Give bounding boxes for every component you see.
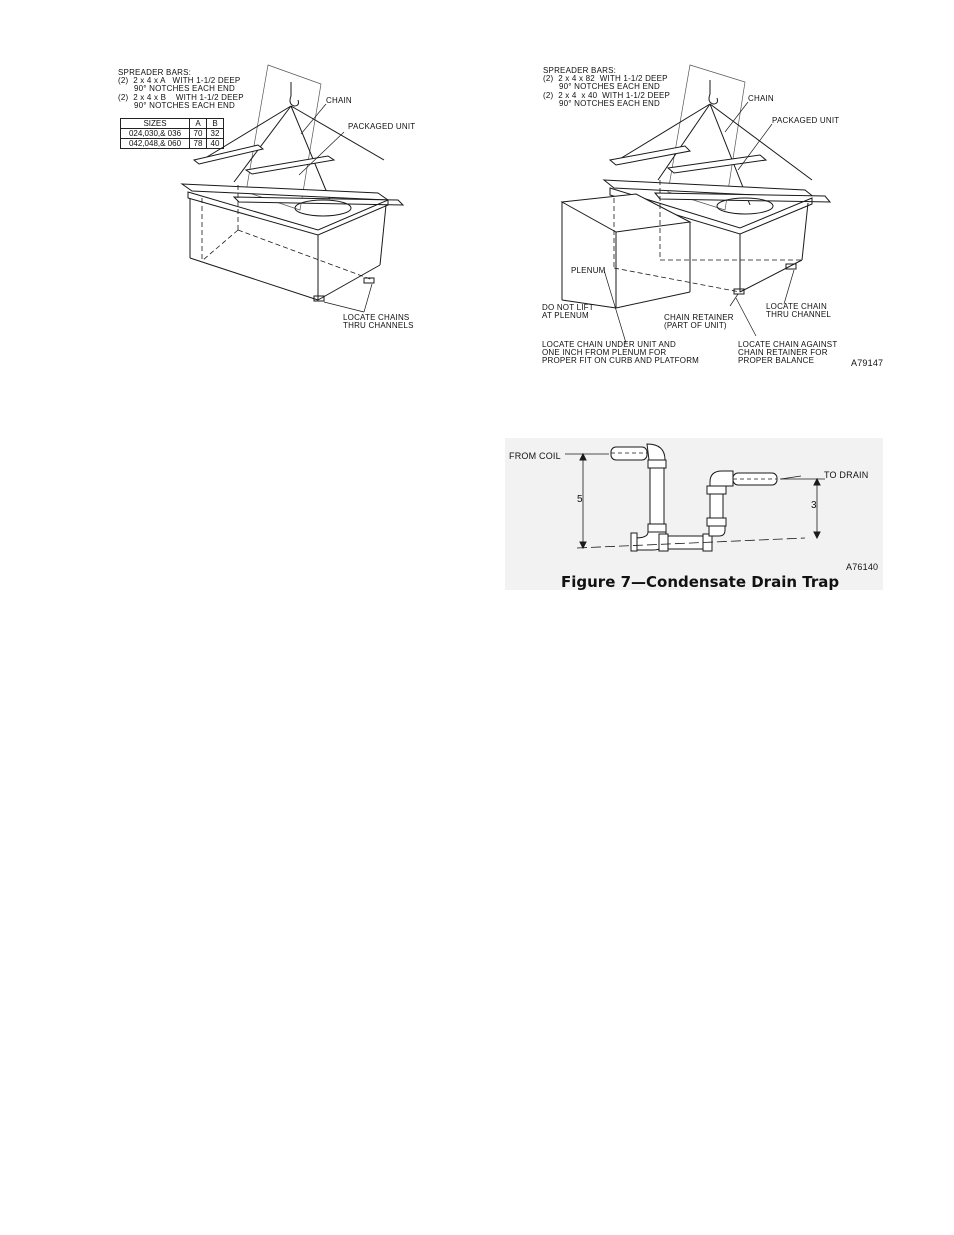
- table-cell: 32: [207, 129, 224, 139]
- table-header-cell: A: [190, 119, 207, 129]
- spreader-bars-line-3: (2) 2 x 4 x B WITH 1-1/2 DEEP: [118, 93, 244, 102]
- spreader-bars-title: SPREADER BARS:: [118, 68, 192, 77]
- spreader-bars-line-3: (2) 2 x 4 x 40 WITH 1-1/2 DEEP: [543, 91, 671, 100]
- do-not-lift-line-1: DO NOT LIFT: [542, 303, 594, 312]
- locate-against-line-1: LOCATE CHAIN AGAINST: [738, 340, 838, 349]
- table-cell: 70: [190, 129, 207, 139]
- to-drain-label: TO DRAIN: [824, 470, 869, 480]
- do-not-lift-line-2: AT PLENUM: [542, 311, 589, 320]
- table-cell: 024,030,& 036: [121, 129, 190, 139]
- spreader-bars-line-1: (2) 2 x 4 x 82 WITH 1-1/2 DEEP: [543, 74, 668, 83]
- figure-caption: Figure 7—Condensate Drain Trap: [561, 573, 840, 591]
- drain-trap-diagram: [505, 438, 885, 598]
- locate-under-line-3: PROPER FIT ON CURB AND PLATFORM: [542, 356, 700, 365]
- locate-under-line-2: ONE INCH FROM PLENUM FOR: [542, 348, 667, 357]
- locate-chain-channel-line-1: LOCATE CHAIN: [766, 302, 827, 311]
- spreader-bars-title: SPREADER BARS:: [543, 66, 617, 75]
- table-header-row: [121, 119, 224, 129]
- spreader-bars-line-4: 90° NOTCHES EACH END: [559, 99, 660, 108]
- table-header-cell: SIZES: [121, 119, 190, 129]
- locate-under-line-1: LOCATE CHAIN UNDER UNIT AND: [542, 340, 677, 349]
- table-cell: 042,048,& 060: [121, 139, 190, 149]
- table-header-cell: B: [207, 119, 224, 129]
- sizes-table: [120, 118, 224, 149]
- chain-retainer-line-1: CHAIN RETAINER: [664, 313, 734, 322]
- table-row: [121, 129, 224, 139]
- locate-chain-channel-line-2: THRU CHANNEL: [766, 310, 832, 319]
- locate-chains-line-1: LOCATE CHAINS: [343, 313, 410, 322]
- table-row: [121, 139, 224, 149]
- spreader-bars-line-1: (2) 2 x 4 x A WITH 1-1/2 DEEP: [118, 76, 241, 85]
- locate-against-line-2: CHAIN RETAINER FOR: [738, 348, 828, 357]
- from-coil-label: FROM COIL: [509, 451, 561, 461]
- table-cell: 78: [190, 139, 207, 149]
- chain-label: CHAIN: [326, 96, 352, 105]
- table-cell: 40: [207, 139, 224, 149]
- spreader-bars-line-2: 90° NOTCHES EACH END: [559, 82, 660, 91]
- spreader-bars-line-4: 90° NOTCHES EACH END: [134, 101, 235, 110]
- locate-against-line-3: PROPER BALANCE: [738, 356, 815, 365]
- chain-retainer-line-2: (PART OF UNIT): [664, 321, 727, 330]
- rigging-diagram-left: [118, 60, 418, 335]
- packaged-unit-label: PACKAGED UNIT: [772, 116, 840, 125]
- figure-code: A76140: [846, 562, 879, 572]
- chain-label: CHAIN: [748, 94, 774, 103]
- packaged-unit-label: PACKAGED UNIT: [348, 122, 416, 131]
- spreader-bars-line-2: 90° NOTCHES EACH END: [134, 84, 235, 93]
- plenum-label: PLENUM: [571, 266, 606, 275]
- figure-code: A79147: [851, 358, 884, 368]
- rigging-diagram-right: [540, 60, 890, 372]
- dimension-3-label: 3: [811, 500, 817, 511]
- locate-chains-line-2: THRU CHANNELS: [343, 321, 414, 330]
- dimension-5-label: 5: [577, 494, 583, 505]
